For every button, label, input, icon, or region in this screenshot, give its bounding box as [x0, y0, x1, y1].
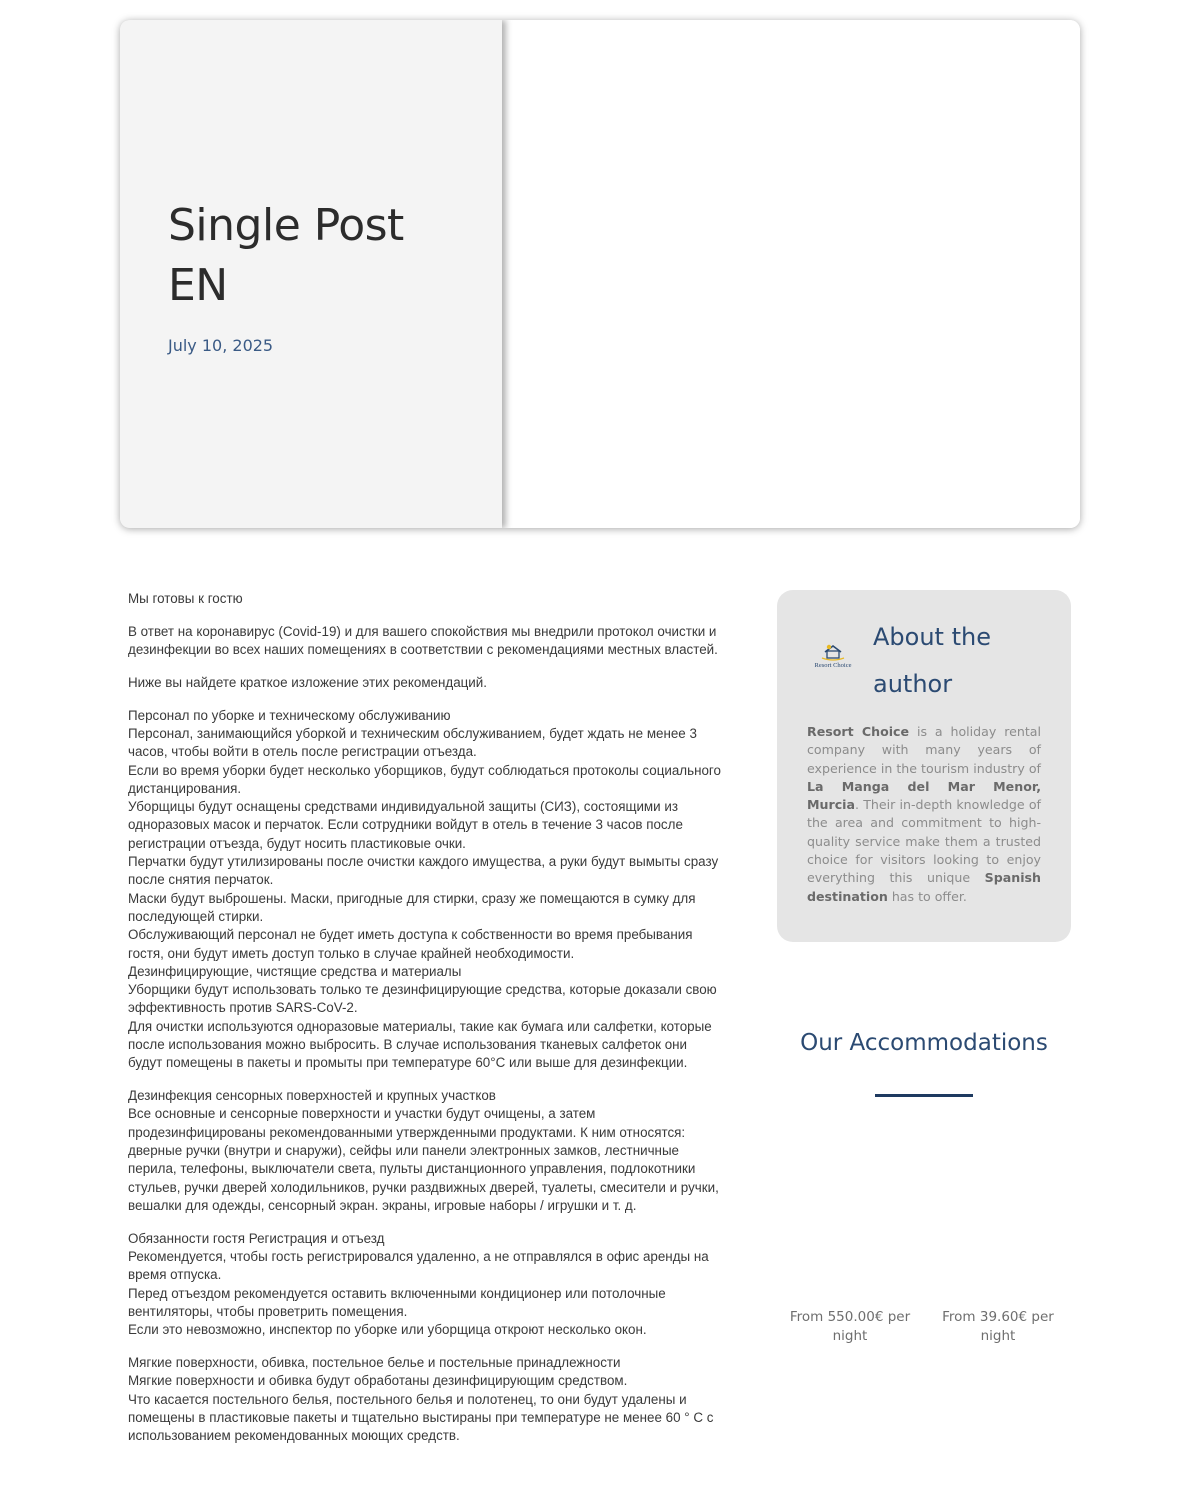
article-line: Рекомендуется, чтобы гость регистрировался удаленно, а не отправлялся в офис аренды на время отпуска.: [128, 1249, 709, 1283]
article-line: В ответ на коронавирус (Covid-19) и для вашего спокойствия мы внедрили протокол очистки и дезинфекции во всех наших помещениях в соответствии с рекомендациями местных властей.: [128, 623, 718, 658]
author-bio: [807, 723, 1041, 906]
article-line: Все основные и сенсорные поверхности и участки будут очищены, а затем продезинфицированы рекомендованными утвержденными продуктами. К ним относятся: дверные ручки (внутри и снаружи), сейфы или панели электронных замков, лестничные перила, телефоны, выключатели света, пульты дистанционного управления, подлокотники стульев, ручки дверей холодильников, ручки раздвижных дверей, туалеты, смесители и ручки, вешалки для одежды, сенсорный экран. экраны, игровые наборы / игрушки и т. д.: [128, 1106, 719, 1213]
author-bio-highlight: Resort Choice: [807, 724, 910, 739]
article-paragraph: [128, 590, 722, 608]
article-line: Если это невозможно, инспектор по уборке или уборщица откроют несколько окон.: [128, 1322, 647, 1338]
article-line: Обслуживающий персонал не будет иметь доступа к собственности во время пребывания гостя, они будут иметь доступ только в случае крайней необходимости.: [128, 927, 693, 961]
article-line: Дезинфицирующие, чистящие средства и материалы: [128, 963, 462, 979]
accommodation-price[interactable]: From 39.60€ per night: [942, 1309, 1054, 1344]
author-bio-highlight: La Manga del Mar Menor, Murcia: [807, 778, 1041, 813]
accommodation-price[interactable]: From 550.00€ per night: [789, 1309, 911, 1344]
hero-card: [120, 20, 1080, 528]
article-paragraph: [128, 674, 722, 692]
author-bio-text: is a holiday rental company with many years of experience in the tourism industry of: [807, 724, 1041, 776]
author-heading: About the author: [873, 623, 991, 698]
hero-image: [502, 20, 1080, 528]
article-line: Обязанности гостя Регистрация и отъезд: [128, 1230, 385, 1246]
author-bio-text: has to offer.: [887, 888, 967, 904]
article-line: Маски будут выброшены. Маски, пригодные для стирки, сразу же помещаются в сумку для последующей стирки.: [128, 890, 696, 924]
article-paragraph: [128, 1230, 722, 1340]
article-line: Персонал по уборке и техническому обслуживанию: [128, 707, 451, 723]
article-line: Мягкие поверхности, обивка, постельное белье и постельные принадлежности: [128, 1354, 621, 1370]
article-line: Для очистки используются одноразовые материалы, такие как бумага или салфетки, которые после использования можно выбросить. В случае использования тканевых салфеток они будут помещены в пакеты и промыты при температуре 60°C или выше для дезинфекции.: [128, 1018, 712, 1071]
author-card: [777, 590, 1071, 942]
article-line: Персонал, занимающийся уборкой и техническим обслуживанием, будет ждать не менее 3 часов, чтобы войти в отель после регистрации отъезда.: [128, 725, 697, 760]
accommodations-divider: [875, 1094, 973, 1097]
logo-text: Resort Choice: [814, 662, 852, 669]
author-bio-highlight: Spanish destination: [807, 870, 1041, 904]
resort-choice-logo: [808, 640, 858, 674]
article-paragraph: [128, 1354, 722, 1445]
article-line: Уборщики будут использовать только те дезинфицирующие средства, которые доказали свою эффективность против SARS-CoV-2.: [128, 982, 717, 1016]
article-line: Мягкие поверхности и обивка будут обработаны дезинфицирующим средством.: [128, 1373, 628, 1389]
accommodations-title: Our Accommodations: [800, 1030, 1048, 1056]
article-line: Уборщицы будут оснащены средствами индивидуальной защиты (СИЗ), состоящими из одноразовых масок и перчаток. Если сотрудники войдут в отель в течение 3 часов после регистрации отъезда, будут носить пластиковые очки.: [128, 799, 683, 851]
article-line: Дезинфекция сенсорных поверхностей и крупных участков: [128, 1088, 496, 1104]
article-line: Перчатки будут утилизированы после очистки каждого имущества, а руки будут вымыты сразу после снятия перчаток.: [128, 854, 719, 888]
article-line: Ниже вы найдете краткое изложение этих рекомендаций.: [128, 674, 487, 690]
article-line: Что касается постельного белья, постельного белья и полотенец, то они будут удалены и помещены в пластиковые пакеты и тщательно выстираны при температуре не менее 60 ° C с использованием рекомендованных моющих средств.: [128, 1391, 714, 1444]
page-title: Single Post EN: [168, 200, 404, 311]
author-bio-text: . Their in-depth knowledge of the area and commitment to high-quality service make them a trusted choice for visitors looking to enjoy everything this unique: [807, 797, 1041, 886]
article-body: [128, 590, 722, 1460]
article-line: Перед отъездом рекомендуется оставить включенными кондиционер или потолочные вентиляторы, чтобы проветрить помещения.: [128, 1285, 666, 1319]
post-date: July 10, 2025: [168, 336, 274, 355]
article-paragraph: [128, 1087, 722, 1215]
article-paragraph: [128, 707, 722, 1073]
hero-text-panel: [120, 20, 502, 528]
article-line: Если во время уборки будет несколько уборщиков, будут соблюдаться протоколы социального дистанцирования.: [128, 762, 721, 796]
article-line: Мы готовы к гостю: [128, 591, 243, 606]
article-paragraph: [128, 623, 722, 660]
